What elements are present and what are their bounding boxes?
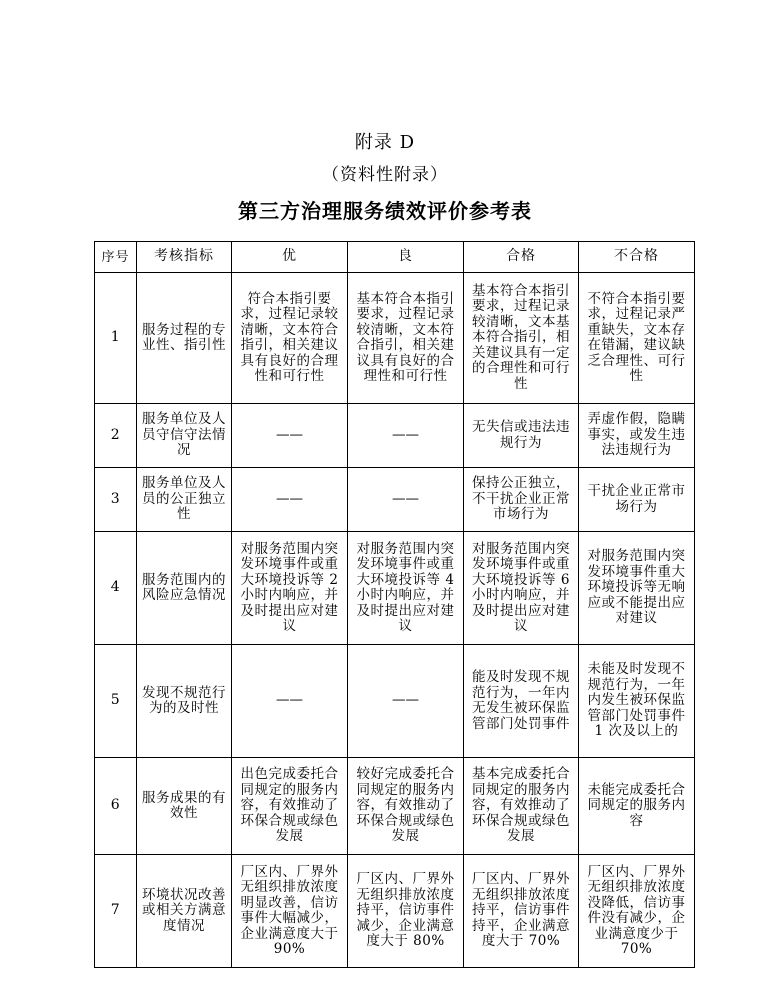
- header-index: 序号: [95, 242, 137, 273]
- row-index: 3: [95, 468, 137, 532]
- row-index: 5: [95, 645, 137, 758]
- cell-good: ——: [348, 404, 464, 468]
- cell-fail: 对服务范围内突发环境事件重大环境投诉等无响应或不能提出应对建议: [579, 532, 695, 645]
- cell-pass: 对服务范围内突发环境事件或重大环境投诉等 6 小时内响应，并及时提出应对建议: [464, 532, 579, 645]
- cell-pass: 保持公正独立，不干扰企业正常市场行为: [464, 468, 579, 532]
- row-indicator: 服务单位及人员守信守法情况: [137, 404, 232, 468]
- cell-excellent: ——: [232, 404, 348, 468]
- row-indicator: 服务成果的有效性: [137, 758, 232, 855]
- header-excellent: 优: [232, 242, 348, 273]
- table-row: [95, 273, 695, 404]
- cell-fail: 厂区内、厂界外无组织排放浓度没降低，信访事件没有减少，企业满意度少于 70%: [579, 855, 695, 968]
- cell-pass: 基本符合本指引要求，过程记录较清晰，文本基本符合指引，相关建议具有一定的合理性和可行性: [464, 273, 579, 404]
- row-index: 6: [95, 758, 137, 855]
- appendix-subtitle: （资料性附录）: [322, 165, 448, 185]
- row-indicator: 发现不规范行为的及时性: [137, 645, 232, 758]
- cell-excellent: 出色完成委托合同规定的服务内容，有效推动了环保合规或绿色发展: [232, 758, 348, 855]
- cell-excellent: 对服务范围内突发环境事件或重大环境投诉等 2 小时内响应，并及时提出应对建议: [232, 532, 348, 645]
- cell-excellent: 符合本指引要求，过程记录较清晰，文本符合指引，相关建议具有良好的合理性和可行性: [232, 273, 348, 404]
- cell-pass: 能及时发现不规范行为，一年内无发生被环保监管部门处罚事件: [464, 645, 579, 758]
- table-row: [95, 645, 695, 758]
- table-title: 第三方治理服务绩效评价参考表: [238, 199, 532, 223]
- cell-good: 较好完成委托合同规定的服务内容，有效推动了环保合规或绿色发展: [348, 758, 464, 855]
- cell-fail: 未能完成委托合同规定的服务内容: [579, 758, 695, 855]
- header-fail: 不合格: [579, 242, 695, 273]
- table-row: [95, 404, 695, 468]
- row-index: 4: [95, 532, 137, 645]
- evaluation-table: [94, 241, 695, 968]
- cell-fail: 不符合本指引要求，过程记录严重缺失，文本存在错漏，建议缺乏合理性、可行性: [579, 273, 695, 404]
- header-good: 良: [348, 242, 464, 273]
- header-indicator: 考核指标: [137, 242, 232, 273]
- row-indicator: 服务范围内的风险应急情况: [137, 532, 232, 645]
- table-row: [95, 532, 695, 645]
- cell-excellent: 厂区内、厂界外无组织排放浓度明显改善，信访事件大幅减少，企业满意度大于 90%: [232, 855, 348, 968]
- table-row: [95, 468, 695, 532]
- cell-pass: 厂区内、厂界外无组织排放浓度持平，信访事件持平，企业满意度大于 70%: [464, 855, 579, 968]
- cell-excellent: ——: [232, 645, 348, 758]
- cell-good: 厂区内、厂界外无组织排放浓度持平，信访事件减少，企业满意度大于 80%: [348, 855, 464, 968]
- table-row: [95, 758, 695, 855]
- cell-pass: 无失信或违法违规行为: [464, 404, 579, 468]
- cell-good: 基本符合本指引要求，过程记录较清晰，文本符合指引，相关建议具有良好的合理性和可行性: [348, 273, 464, 404]
- table-row: [95, 855, 695, 968]
- cell-fail: 干扰企业正常市场行为: [579, 468, 695, 532]
- cell-good: ——: [348, 468, 464, 532]
- appendix-title: 附录 D: [354, 132, 416, 153]
- row-index: 1: [95, 273, 137, 404]
- row-indicator: 环境状况改善或相关方满意度情况: [137, 855, 232, 968]
- cell-pass: 基本完成委托合同规定的服务内容，有效推动了环保合规或绿色发展: [464, 758, 579, 855]
- row-indicator: 服务过程的专业性、指引性: [137, 273, 232, 404]
- cell-fail: 未能及时发现不规范行为，一年内发生被环保监管部门处罚事件 1 次及以上的: [579, 645, 695, 758]
- table-header-row: [95, 242, 695, 273]
- row-indicator: 服务单位及人员的公正独立性: [137, 468, 232, 532]
- row-index: 2: [95, 404, 137, 468]
- header-pass: 合格: [464, 242, 579, 273]
- cell-good: ——: [348, 645, 464, 758]
- cell-fail: 弄虚作假，隐瞒事实，或发生违法违规行为: [579, 404, 695, 468]
- row-index: 7: [95, 855, 137, 968]
- cell-excellent: ——: [232, 468, 348, 532]
- cell-good: 对服务范围内突发环境事件或重大环境投诉等 4 小时内响应，并及时提出应对建议: [348, 532, 464, 645]
